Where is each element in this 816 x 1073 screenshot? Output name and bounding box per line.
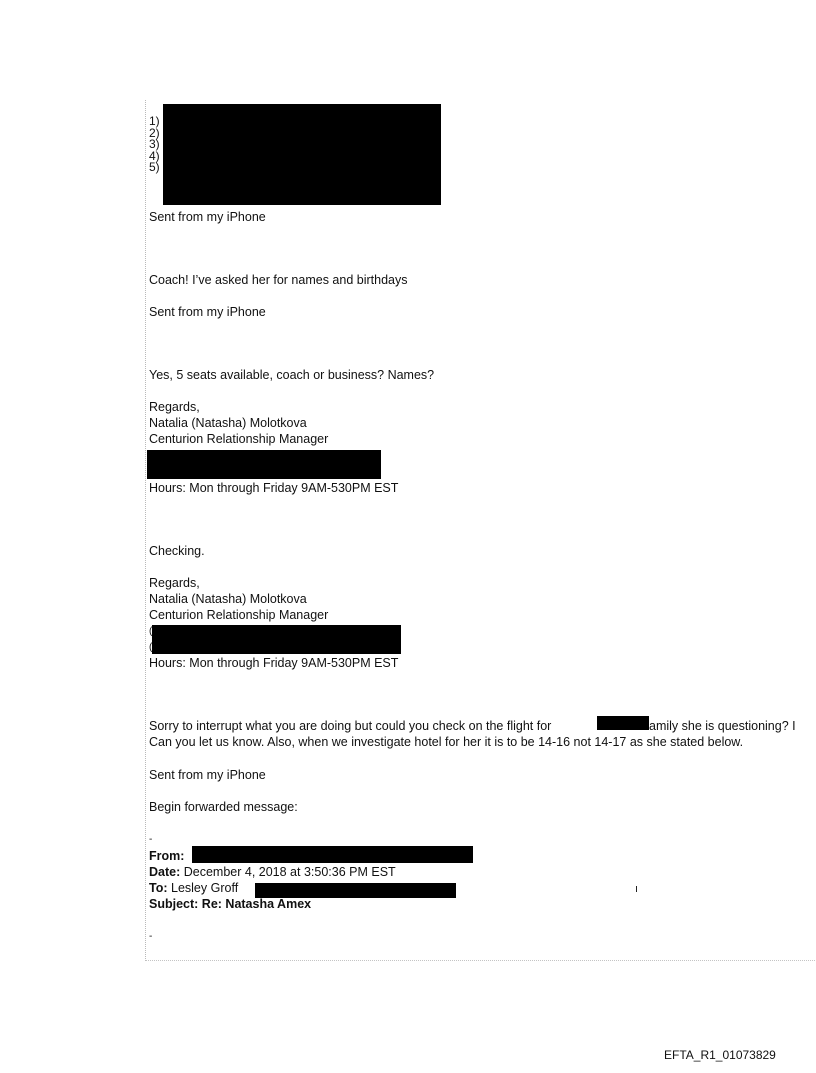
signature-regards-1: Regards, <box>149 400 200 414</box>
signature-name-1: Natalia (Natasha) Molotkova <box>149 416 307 430</box>
signature-name-2: Natalia (Natasha) Molotkova <box>149 592 307 606</box>
list-number: 2) <box>149 125 160 140</box>
email-page-frame <box>145 100 816 961</box>
sent-from-iphone-3: Sent from my iPhone <box>149 768 266 782</box>
sorry-message-part-b: amily she is questioning? I <box>649 719 796 733</box>
redaction-box-contact-1 <box>147 450 381 479</box>
signature-fragment-1: ( <box>149 626 153 637</box>
signature-title-2: Centurion Relationship Manager <box>149 608 329 622</box>
to-row <box>149 881 238 896</box>
to-value: Lesley Groff <box>171 881 239 895</box>
redaction-box-from <box>192 846 473 863</box>
subject-value: Re: Natasha Amex <box>201 897 312 911</box>
list-number: 3) <box>149 137 160 151</box>
list-number: 1) <box>149 114 160 128</box>
redaction-box-list <box>163 104 441 205</box>
list-number: 4) <box>149 148 160 163</box>
signature-hours-2: Hours: Mon through Friday 9AM-530PM EST <box>149 656 399 670</box>
document-id: EFTA_R1_01073829 <box>664 1048 776 1062</box>
dash-separator-2: - <box>149 931 153 942</box>
to-label: To: <box>149 881 168 895</box>
dash-separator-1: - <box>149 834 153 845</box>
date-row <box>149 865 396 880</box>
coach-message: Coach! I’ve asked her for names and birthdays <box>149 273 408 287</box>
sent-from-iphone-1: Sent from my iPhone <box>149 210 266 224</box>
redaction-box-contact-2 <box>152 625 401 654</box>
signature-fragment-2: ( <box>149 642 153 653</box>
seats-available-message: Yes, 5 seats available, coach or business? Names? <box>149 368 435 382</box>
signature-title-1: Centurion Relationship Manager <box>149 432 329 446</box>
subject-label: Subject: <box>149 897 199 911</box>
sorry-message-part-a: Sorry to interrupt what you are doing but could you check on the flight for <box>149 719 552 733</box>
checking-message: Checking. <box>149 544 205 558</box>
date-label: Date: <box>149 865 181 879</box>
begin-forwarded-message: Begin forwarded message: <box>149 800 298 814</box>
redaction-box-family-name <box>597 716 649 730</box>
subject-row <box>149 897 311 912</box>
list-number: 5) <box>149 160 160 174</box>
sorry-message-line-2: Can you let us know. Also, when we investigate hotel for her it is to be 14-16 not 14-17 as she stated below. <box>149 735 744 749</box>
sent-from-iphone-2: Sent from my iPhone <box>149 305 266 319</box>
date-value: December 4, 2018 at 3:50:36 PM EST <box>183 865 396 879</box>
stray-mark <box>636 886 637 892</box>
redaction-box-to <box>255 883 456 898</box>
from-label: From: <box>149 849 185 863</box>
signature-regards-2: Regards, <box>149 576 200 590</box>
signature-hours-1: Hours: Mon through Friday 9AM-530PM EST <box>149 481 399 495</box>
numbered-list <box>149 116 160 174</box>
